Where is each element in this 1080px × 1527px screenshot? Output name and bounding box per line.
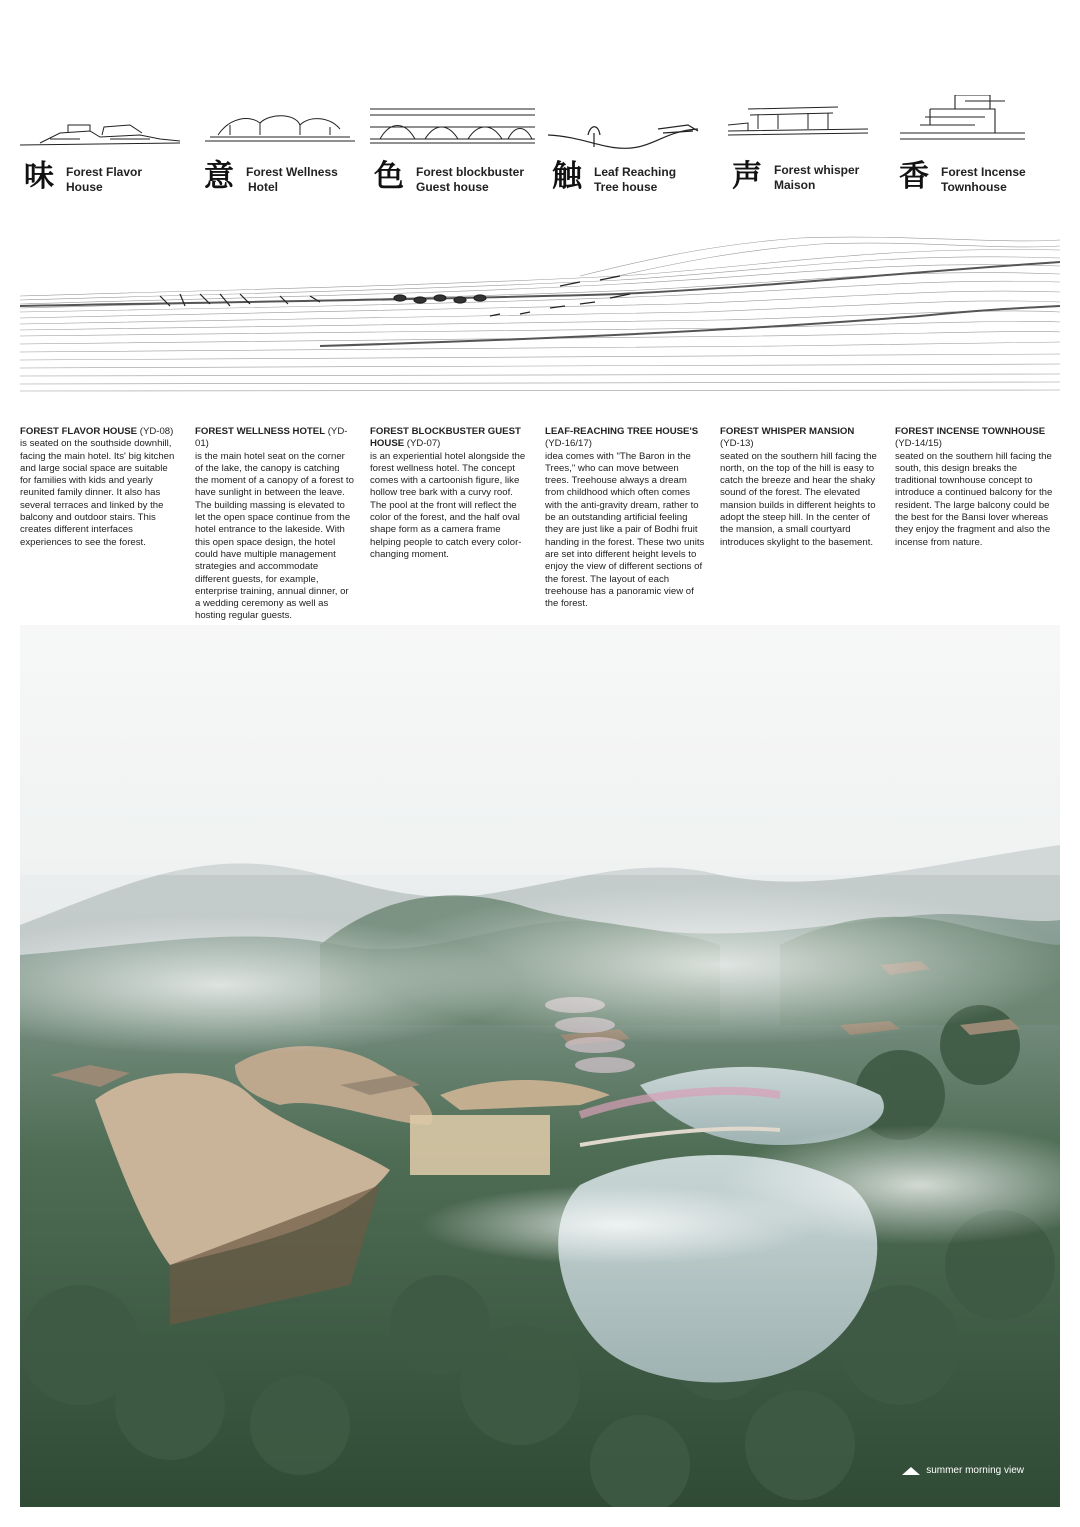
type-label xyxy=(416,165,536,195)
column-code: (YD-16/17) xyxy=(545,438,592,450)
type-label-line1: Forest Flavor xyxy=(66,165,143,179)
typology-row xyxy=(0,95,1080,205)
column-code: (YD-08) xyxy=(137,426,174,437)
contour-drawing xyxy=(20,236,1060,396)
type-forest-flavor-house xyxy=(20,95,190,205)
glyph-chu: 触 xyxy=(552,159,582,194)
caption-text: summer morning view xyxy=(926,1465,1024,1476)
column-body: is an experiential hotel alongside the forest wellness hotel. The concept comes with a cartoonish figure, like hollow tree bark with a curvy roof. The pool at the front will reflect the color of the forest, and the half oval shape form as a camera frame helping people to catch every color-changing moment. xyxy=(370,450,526,560)
type-label-line1: Forest Incense xyxy=(941,165,1026,179)
type-label xyxy=(66,165,186,195)
column-title: FOREST WHISPER MANSION xyxy=(720,426,855,437)
type-label-line1: Forest Wellness xyxy=(246,165,338,179)
column-body: is the main hotel seat on the corner of the lake, the canopy is catching the moment of a canopy of a forest to have sunlight in between the leave. The building massing is elevated to let the open space continue from the hotel entrance to the lakeside. With this open space design, the hotel could have multiple management strategies and accommodate different guests, for example, enterprise training, annual dinner, or a wedding ceremony as well as hosting regular guests. xyxy=(195,450,354,622)
sketch-forest-blockbuster xyxy=(370,95,540,155)
column-forest-blockbuster xyxy=(370,426,530,561)
column-code: (YD-07) xyxy=(404,438,441,450)
column-body: seated on the southern hill facing the south, this design breaks the traditional townhouse concept to introduce a continued balcony for the resident. The large balcony could be the best for the Bansi lover whereas they enjoy the fragment and also the incense from nature. xyxy=(895,450,1053,548)
type-label xyxy=(774,163,894,193)
column-title: FOREST FLAVOR HOUSE xyxy=(20,426,138,437)
column-forest-wellness-hotel xyxy=(195,426,355,623)
column-leaf-reaching xyxy=(545,426,705,610)
sketch-forest-flavor-house xyxy=(20,95,190,155)
column-forest-incense xyxy=(895,426,1055,549)
column-body: idea comes with "The Baron in the Trees," who can move between trees. Treehouse always a dream from childhood which often comes with the anti-gravity dream, rather to be an outstanding artificial feeling they are just like a pair of Bodhi fruit handing in the forest. These two units are set into different height levels to enjoy the view of different sections of the forest. The layout of each treehouse has a panoramic view of the forest. xyxy=(545,450,705,610)
type-label-line2: Maison xyxy=(774,178,816,192)
column-title: LEAF-REACHING TREE HOUSE'S xyxy=(545,426,699,437)
type-forest-blockbuster-guest-house xyxy=(370,95,540,205)
column-body: is seated on the southside downhill, facing the main hotel. Its' big kitchen and large social space are suitable for families with kids and yearly reunited family dinner. It also has several terraces and linked by the balcony and outdoor stairs. This creates different interfaces experiences to see the forest. xyxy=(20,438,175,548)
column-code: (YD-01) xyxy=(195,426,348,450)
site-contour-elevation xyxy=(20,236,1060,396)
glyph-sheng: 声 xyxy=(732,159,762,194)
aerial-rendering-image xyxy=(20,625,1060,1507)
sketch-forest-wellness-hotel xyxy=(200,95,370,155)
type-label-line2: Townhouse xyxy=(941,180,1007,194)
view-caption xyxy=(902,1465,1024,1476)
column-body: seated on the southern hill facing the north, on the top of the hill is easy to catch the breeze and hear the shaky sound of the forest. The elevated mansion builds in different heights to adopt the steep hill. In the center of the mansion, a small courtyard introduces skylight to the basement. xyxy=(720,450,877,548)
aerial-rendering xyxy=(20,625,1060,1507)
column-title: FOREST INCENSE TOWNHOUSE xyxy=(895,426,1046,437)
column-title: FOREST WELLNESS HOTEL xyxy=(195,426,326,437)
type-forest-incense-townhouse xyxy=(895,95,1065,205)
type-leaf-reaching-tree-house xyxy=(548,95,718,205)
type-label-line1: Forest whisper xyxy=(774,163,860,177)
sketch-forest-incense xyxy=(895,95,1065,155)
column-code: (YD-14/15) xyxy=(895,438,942,450)
type-label-line2: Tree house xyxy=(594,180,658,194)
glyph-se: 色 xyxy=(374,159,404,194)
glyph-yi: 意 xyxy=(204,159,234,194)
glyph-wei: 味 xyxy=(24,159,54,194)
type-label xyxy=(941,165,1061,195)
type-label-line2: Hotel xyxy=(248,180,278,194)
column-forest-whisper xyxy=(720,426,880,549)
column-code: (YD-13) xyxy=(720,438,754,450)
type-label-line1: Forest blockbuster xyxy=(416,165,525,179)
description-columns xyxy=(20,426,1065,626)
column-forest-flavor-house xyxy=(20,426,180,549)
type-forest-wellness-hotel xyxy=(200,95,370,205)
type-forest-whisper-maison xyxy=(728,95,898,205)
type-label xyxy=(594,165,714,195)
glyph-xiang: 香 xyxy=(899,159,929,194)
type-label-line2: Guest house xyxy=(416,180,489,194)
mountain-icon xyxy=(902,1467,920,1475)
type-label-line2: House xyxy=(66,180,103,194)
sketch-leaf-reaching xyxy=(548,95,718,155)
column-title: FOREST BLOCKBUSTER GUEST HOUSE xyxy=(370,426,521,450)
sketch-forest-whisper xyxy=(728,95,898,155)
type-label-line1: Leaf Reaching xyxy=(594,165,677,179)
type-label xyxy=(246,165,366,195)
